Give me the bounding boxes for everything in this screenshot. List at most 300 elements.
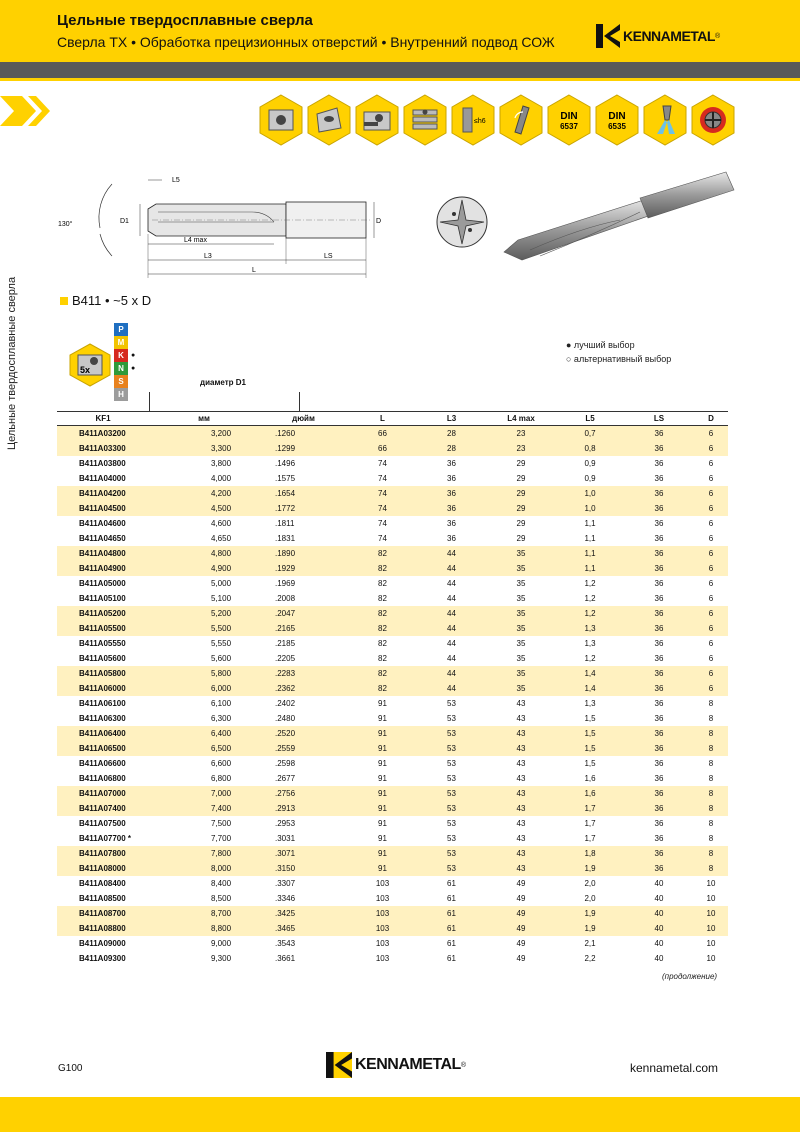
col-l4max: L4 max <box>486 412 556 426</box>
table-cell: 74 <box>378 458 387 468</box>
table-cell: 82 <box>348 666 417 681</box>
table-cell: 8 <box>708 758 714 768</box>
table-cell: 61 <box>447 878 456 888</box>
material-h: H <box>114 388 128 401</box>
table-cell: 61 <box>447 938 456 948</box>
table-cell: 8,800 <box>149 921 259 936</box>
material-matrix <box>64 323 156 403</box>
legend <box>566 338 671 366</box>
table-cell: 82 <box>348 561 417 576</box>
table-cell: .1811 <box>275 518 295 528</box>
table-row <box>57 606 728 621</box>
table-cell: B411A09300 <box>79 953 126 963</box>
table-cell: B411A08400 <box>79 878 126 888</box>
kennametal-k-icon <box>326 1052 352 1078</box>
diameter-label: диаметр D1 <box>200 378 246 387</box>
table-cell: 0,9 <box>584 458 596 468</box>
table-cell: 53 <box>447 773 456 783</box>
table-cell: 36 <box>447 518 456 528</box>
table-cell: 74 <box>378 473 387 483</box>
table-cell: 6,500 <box>149 741 259 756</box>
table-cell: 103 <box>348 906 417 921</box>
svg-text:L5: L5 <box>172 177 180 184</box>
table-cell: 91 <box>378 713 387 723</box>
col-d: D <box>694 412 728 426</box>
table-cell: 36 <box>654 758 664 768</box>
table-cell: 3,200 <box>149 426 259 441</box>
table-cell: 40 <box>654 938 664 948</box>
table-row <box>57 666 728 681</box>
depth-5x-icon <box>68 343 112 387</box>
table-cell: 103 <box>375 878 390 888</box>
table-cell: B411A06000 <box>57 681 149 696</box>
table-cell: B411A04200 <box>57 486 149 501</box>
table-cell: 103 <box>348 921 417 936</box>
table-row <box>57 801 728 816</box>
header-gray-band <box>0 62 800 78</box>
divider-line <box>149 392 150 411</box>
table-row <box>57 561 728 576</box>
table-row <box>57 546 728 561</box>
svg-text:130°: 130° <box>58 221 73 228</box>
table-cell: 8 <box>708 818 714 828</box>
table-cell: B411A05000 <box>79 578 126 588</box>
table-cell: 8,400 <box>211 878 232 888</box>
table-cell: 5,500 <box>149 621 259 636</box>
table-cell: 2,2 <box>584 953 596 963</box>
table-cell: 44 <box>447 578 456 588</box>
table-cell: 7,800 <box>149 846 259 861</box>
table-cell: 82 <box>348 546 417 561</box>
table-cell: 7,000 <box>149 786 259 801</box>
table-row <box>57 651 728 666</box>
drill-3d-image <box>500 168 740 278</box>
table-cell: 40 <box>624 906 694 921</box>
table-cell: 35 <box>516 638 526 648</box>
material-column <box>114 323 128 401</box>
table-cell: 7,400 <box>149 801 259 816</box>
table-cell: 10 <box>706 938 716 948</box>
table-cell: 40 <box>654 953 664 963</box>
table-cell: 4,600 <box>211 518 232 528</box>
table-cell: 44 <box>447 593 456 603</box>
table-cell: 91 <box>378 818 387 828</box>
table-cell: .1496 <box>275 458 296 468</box>
table-cell: 43 <box>516 698 526 708</box>
table-cell: 6,300 <box>211 713 232 723</box>
table-cell: 5,800 <box>149 666 259 681</box>
table-cell: 49 <box>516 893 526 903</box>
table-cell: 35 <box>516 593 526 603</box>
table-cell: 53 <box>447 698 456 708</box>
table-cell: 36 <box>624 666 694 681</box>
svg-text:D: D <box>376 218 382 225</box>
coolant-icon <box>643 94 687 146</box>
material-p: P <box>114 323 128 336</box>
table-cell: 53 <box>417 786 486 801</box>
table-cell: 7,700 <box>211 833 232 843</box>
table-cell: 6 <box>708 578 714 588</box>
footer-kennametal-logo[interactable] <box>326 1052 466 1078</box>
table-cell: 6 <box>708 638 714 648</box>
table-cell: 8 <box>694 801 728 816</box>
table-cell: 6 <box>694 441 728 456</box>
table-cell: 1,4 <box>556 666 624 681</box>
table-cell: 36 <box>654 773 664 783</box>
table-cell: 82 <box>378 578 387 588</box>
table-cell: .1654 <box>259 486 348 501</box>
website-link[interactable]: kennametal.com <box>630 1061 719 1075</box>
table-cell: 36 <box>654 578 664 588</box>
table-cell: 29 <box>486 501 556 516</box>
table-cell: 1,7 <box>584 833 596 843</box>
table-cell: 6 <box>694 666 728 681</box>
table-cell: .2008 <box>275 593 296 603</box>
col-l3: L3 <box>417 412 486 426</box>
yellow-square-icon <box>60 297 68 305</box>
table-cell: 8 <box>694 861 728 876</box>
svg-text:L3: L3 <box>204 253 212 260</box>
table-cell: 61 <box>447 953 456 963</box>
table-cell: B411A05600 <box>79 653 126 663</box>
table-cell: 6 <box>694 606 728 621</box>
table-cell: 36 <box>447 473 456 483</box>
table-cell: .3031 <box>275 833 296 843</box>
table-cell: 82 <box>378 638 387 648</box>
table-cell: 53 <box>417 861 486 876</box>
table-cell: 43 <box>486 741 556 756</box>
application-icons <box>259 94 735 146</box>
table-cell: 36 <box>624 801 694 816</box>
table-cell: 36 <box>624 846 694 861</box>
table-cell: 91 <box>348 801 417 816</box>
table-cell: .1260 <box>259 426 348 441</box>
table-cell: 8,000 <box>149 861 259 876</box>
table-row <box>57 786 728 801</box>
table-cell: 8 <box>708 833 714 843</box>
table-cell: 5,550 <box>211 638 232 648</box>
table-cell: B411A09000 <box>79 938 126 948</box>
table-cell: 0,8 <box>556 441 624 456</box>
table-cell: 35 <box>486 666 556 681</box>
col-kf1: KF1 <box>57 412 149 426</box>
table-cell: 43 <box>486 726 556 741</box>
table-cell: 53 <box>447 818 456 828</box>
table-cell: 82 <box>348 606 417 621</box>
table-cell: 8 <box>694 741 728 756</box>
table-cell: 1,4 <box>556 681 624 696</box>
table-cell: 49 <box>486 906 556 921</box>
table-row <box>57 921 728 936</box>
table-cell: 74 <box>378 533 387 543</box>
table-cell: 74 <box>348 486 417 501</box>
table-cell: 6 <box>694 681 728 696</box>
table-cell: .3346 <box>275 893 296 903</box>
table-row <box>57 456 728 471</box>
table-cell: 36 <box>624 441 694 456</box>
col-l: L <box>348 412 417 426</box>
table-cell: 66 <box>348 441 417 456</box>
table-cell: 36 <box>624 726 694 741</box>
side-section-label: Цельные твердосплавные сверла <box>6 276 18 450</box>
table-cell: 36 <box>654 458 664 468</box>
svg-text:L4 max: L4 max <box>184 237 207 244</box>
table-cell: 2,0 <box>584 878 596 888</box>
tool-angle-icon <box>499 94 543 146</box>
table-cell: .3465 <box>259 921 348 936</box>
table-cell: 43 <box>486 801 556 816</box>
table-row <box>57 696 728 711</box>
table-cell: 82 <box>348 681 417 696</box>
table-cell: 36 <box>654 518 664 528</box>
table-cell: B411A06300 <box>79 713 126 723</box>
table-cell: B411A08500 <box>79 893 126 903</box>
table-cell: 36 <box>654 653 664 663</box>
table-cell: .2677 <box>275 773 296 783</box>
continued-note: (продолжение) <box>662 972 718 981</box>
table-cell: B411A04500 <box>57 501 149 516</box>
table-cell: 5,600 <box>211 653 232 663</box>
table-cell: 82 <box>378 653 387 663</box>
table-cell: B411A04800 <box>57 546 149 561</box>
material-s: S <box>114 375 128 388</box>
table-cell: 8 <box>694 726 728 741</box>
table-cell: 103 <box>375 953 390 963</box>
table-cell: 8 <box>708 698 714 708</box>
table-cell: 43 <box>486 861 556 876</box>
footer-logo-registered: ® <box>460 1061 466 1069</box>
table-cell: B411A05500 <box>57 621 149 636</box>
page-title: Цельные твердосплавные сверла <box>57 12 313 29</box>
table-cell: 36 <box>624 606 694 621</box>
table-cell: .2185 <box>275 638 296 648</box>
table-cell: 23 <box>486 426 556 441</box>
table-cell: 36 <box>624 426 694 441</box>
table-cell: 91 <box>378 833 387 843</box>
table-cell: 91 <box>378 698 387 708</box>
round-hole-icon <box>259 94 303 146</box>
svg-text:≤h6: ≤h6 <box>474 118 486 125</box>
table-cell: 1,5 <box>556 726 624 741</box>
table-cell: .2953 <box>275 818 296 828</box>
table-cell: 1,8 <box>556 846 624 861</box>
table-cell: B411A04650 <box>79 533 126 543</box>
table-cell: 8,500 <box>211 893 232 903</box>
table-cell: 6 <box>708 473 714 483</box>
table-cell: 0,9 <box>584 473 596 483</box>
material-m: M <box>114 336 128 349</box>
table-cell: 36 <box>624 681 694 696</box>
table-cell: B411A06600 <box>79 758 126 768</box>
table-cell: 6 <box>694 501 728 516</box>
table-cell: .2756 <box>259 786 348 801</box>
table-cell: 74 <box>348 501 417 516</box>
table-body <box>57 426 728 966</box>
table-row <box>57 891 728 906</box>
table-cell: B411A07400 <box>57 801 149 816</box>
table-cell: 3,300 <box>149 441 259 456</box>
table-cell: 103 <box>375 893 390 903</box>
table-cell: 44 <box>417 606 486 621</box>
table-cell: 36 <box>654 638 664 648</box>
table-cell: .2598 <box>275 758 296 768</box>
table-cell: .1575 <box>275 473 296 483</box>
table-cell: B411A05550 <box>79 638 126 648</box>
table-cell: .1929 <box>259 561 348 576</box>
table-row <box>57 846 728 861</box>
table-cell: 4,900 <box>149 561 259 576</box>
table-cell: 2,0 <box>584 893 596 903</box>
divider-line <box>299 392 300 411</box>
col-l5: L5 <box>556 412 624 426</box>
table-cell: 6,100 <box>211 698 232 708</box>
table-row <box>57 636 728 651</box>
din-6535-icon <box>595 94 639 146</box>
table-cell: 49 <box>516 878 526 888</box>
table-row <box>57 726 728 741</box>
table-cell: 8 <box>708 713 714 723</box>
table-cell: .1772 <box>259 501 348 516</box>
table-cell: 36 <box>447 458 456 468</box>
table-cell: 44 <box>417 681 486 696</box>
table-cell: 6,800 <box>211 773 232 783</box>
table-cell: 10 <box>694 921 728 936</box>
table-cell: 8,700 <box>149 906 259 921</box>
table-cell: 91 <box>348 861 417 876</box>
table-cell: 49 <box>516 938 526 948</box>
table-cell: 28 <box>417 441 486 456</box>
table-cell: 4,000 <box>211 473 232 483</box>
kennametal-logo[interactable] <box>596 24 720 48</box>
shank-h6-icon <box>451 94 495 146</box>
table-cell: 61 <box>417 921 486 936</box>
table-row <box>57 426 728 441</box>
table-cell: B411A04000 <box>79 473 126 483</box>
material-n: N <box>114 362 128 375</box>
chevron-icon <box>0 96 52 126</box>
legend-alternative-choice: ○ альтернативный выбор <box>566 354 672 364</box>
cross-hole-icon <box>355 94 399 146</box>
table-cell: 36 <box>654 533 664 543</box>
svg-text:6535: 6535 <box>608 122 626 131</box>
table-cell: 6 <box>694 486 728 501</box>
table-cell: 35 <box>486 621 556 636</box>
table-cell: B411A08000 <box>57 861 149 876</box>
col-mm: мм <box>149 412 259 426</box>
table-cell: 61 <box>417 906 486 921</box>
table-cell: 5,000 <box>211 578 232 588</box>
table-cell: 36 <box>624 561 694 576</box>
table-cell: 1,6 <box>584 773 596 783</box>
table-cell: 6 <box>708 458 714 468</box>
table-cell: 36 <box>654 593 664 603</box>
table-cell: 2,1 <box>584 938 596 948</box>
table-cell: B411A05200 <box>57 606 149 621</box>
table-cell: 10 <box>694 906 728 921</box>
table-cell: 1,1 <box>556 546 624 561</box>
table-cell: 7,500 <box>211 818 232 828</box>
table-cell: 43 <box>516 833 526 843</box>
svg-text:D1: D1 <box>120 218 129 225</box>
table-row <box>57 621 728 636</box>
table-cell: B411A03200 <box>57 426 149 441</box>
table-cell: 43 <box>516 818 526 828</box>
table-cell: 91 <box>348 741 417 756</box>
table-cell: 36 <box>654 833 664 843</box>
drill-dimension-drawing <box>52 172 382 282</box>
table-cell: B411A08800 <box>57 921 149 936</box>
series-title: B411 • ~5 x D <box>60 293 151 308</box>
table-cell: 6 <box>694 561 728 576</box>
table-cell: 1,7 <box>584 818 596 828</box>
table-cell: 35 <box>486 606 556 621</box>
svg-text:DIN: DIN <box>608 111 626 122</box>
table-cell: 36 <box>624 741 694 756</box>
table-cell: 10 <box>706 893 716 903</box>
table-cell: 44 <box>417 546 486 561</box>
table-row <box>57 531 728 546</box>
table-cell: .2520 <box>259 726 348 741</box>
table-row <box>57 681 728 696</box>
table-cell: 6 <box>708 518 714 528</box>
table-cell: 43 <box>486 846 556 861</box>
table-cell: B411A03300 <box>57 441 149 456</box>
table-cell: 6,600 <box>211 758 232 768</box>
table-cell: 36 <box>624 486 694 501</box>
table-row <box>57 816 728 831</box>
table-cell: 1,9 <box>556 921 624 936</box>
table-row <box>57 756 728 771</box>
svg-text:6537: 6537 <box>560 122 578 131</box>
table-row <box>57 501 728 516</box>
table-cell: 36 <box>654 698 664 708</box>
table-cell: 5,100 <box>211 593 232 603</box>
table-cell: 8 <box>694 786 728 801</box>
footer-logo-text: KENNAMETAL <box>355 1056 461 1073</box>
table-cell: 1,1 <box>556 561 624 576</box>
table-cell: 91 <box>348 726 417 741</box>
table-cell: 28 <box>417 426 486 441</box>
legend-best-choice: ● лучший выбор <box>566 340 635 350</box>
table-cell: 8 <box>694 846 728 861</box>
table-row <box>57 486 728 501</box>
table-cell: 1,5 <box>584 713 596 723</box>
material-k: K <box>114 349 128 362</box>
table-cell: .2165 <box>259 621 348 636</box>
page-subtitle: Сверла TX • Обработка прецизионных отверстий • Внутренний подвод СОЖ <box>57 34 555 50</box>
table-cell: 9,000 <box>211 938 232 948</box>
material-n-mark: ● <box>131 365 136 372</box>
table-cell: 1,2 <box>584 653 596 663</box>
table-header-row <box>57 412 728 426</box>
table-cell: .3425 <box>259 906 348 921</box>
table-cell: 6 <box>694 546 728 561</box>
material-k-mark: ● <box>131 352 136 359</box>
table-cell: 49 <box>516 953 526 963</box>
table-cell: 53 <box>447 713 456 723</box>
table-cell: 1,5 <box>556 741 624 756</box>
table-cell: B411A08700 <box>57 906 149 921</box>
table-cell: 91 <box>348 846 417 861</box>
table-cell: 29 <box>516 458 526 468</box>
table-cell: B411A06100 <box>79 698 126 708</box>
svg-text:DIN: DIN <box>560 111 578 122</box>
table-cell: 35 <box>516 578 526 588</box>
logo-text: KENNAMETAL <box>623 28 715 44</box>
table-cell: 36 <box>417 501 486 516</box>
table-cell: 36 <box>654 713 664 723</box>
table-cell: .3150 <box>259 861 348 876</box>
